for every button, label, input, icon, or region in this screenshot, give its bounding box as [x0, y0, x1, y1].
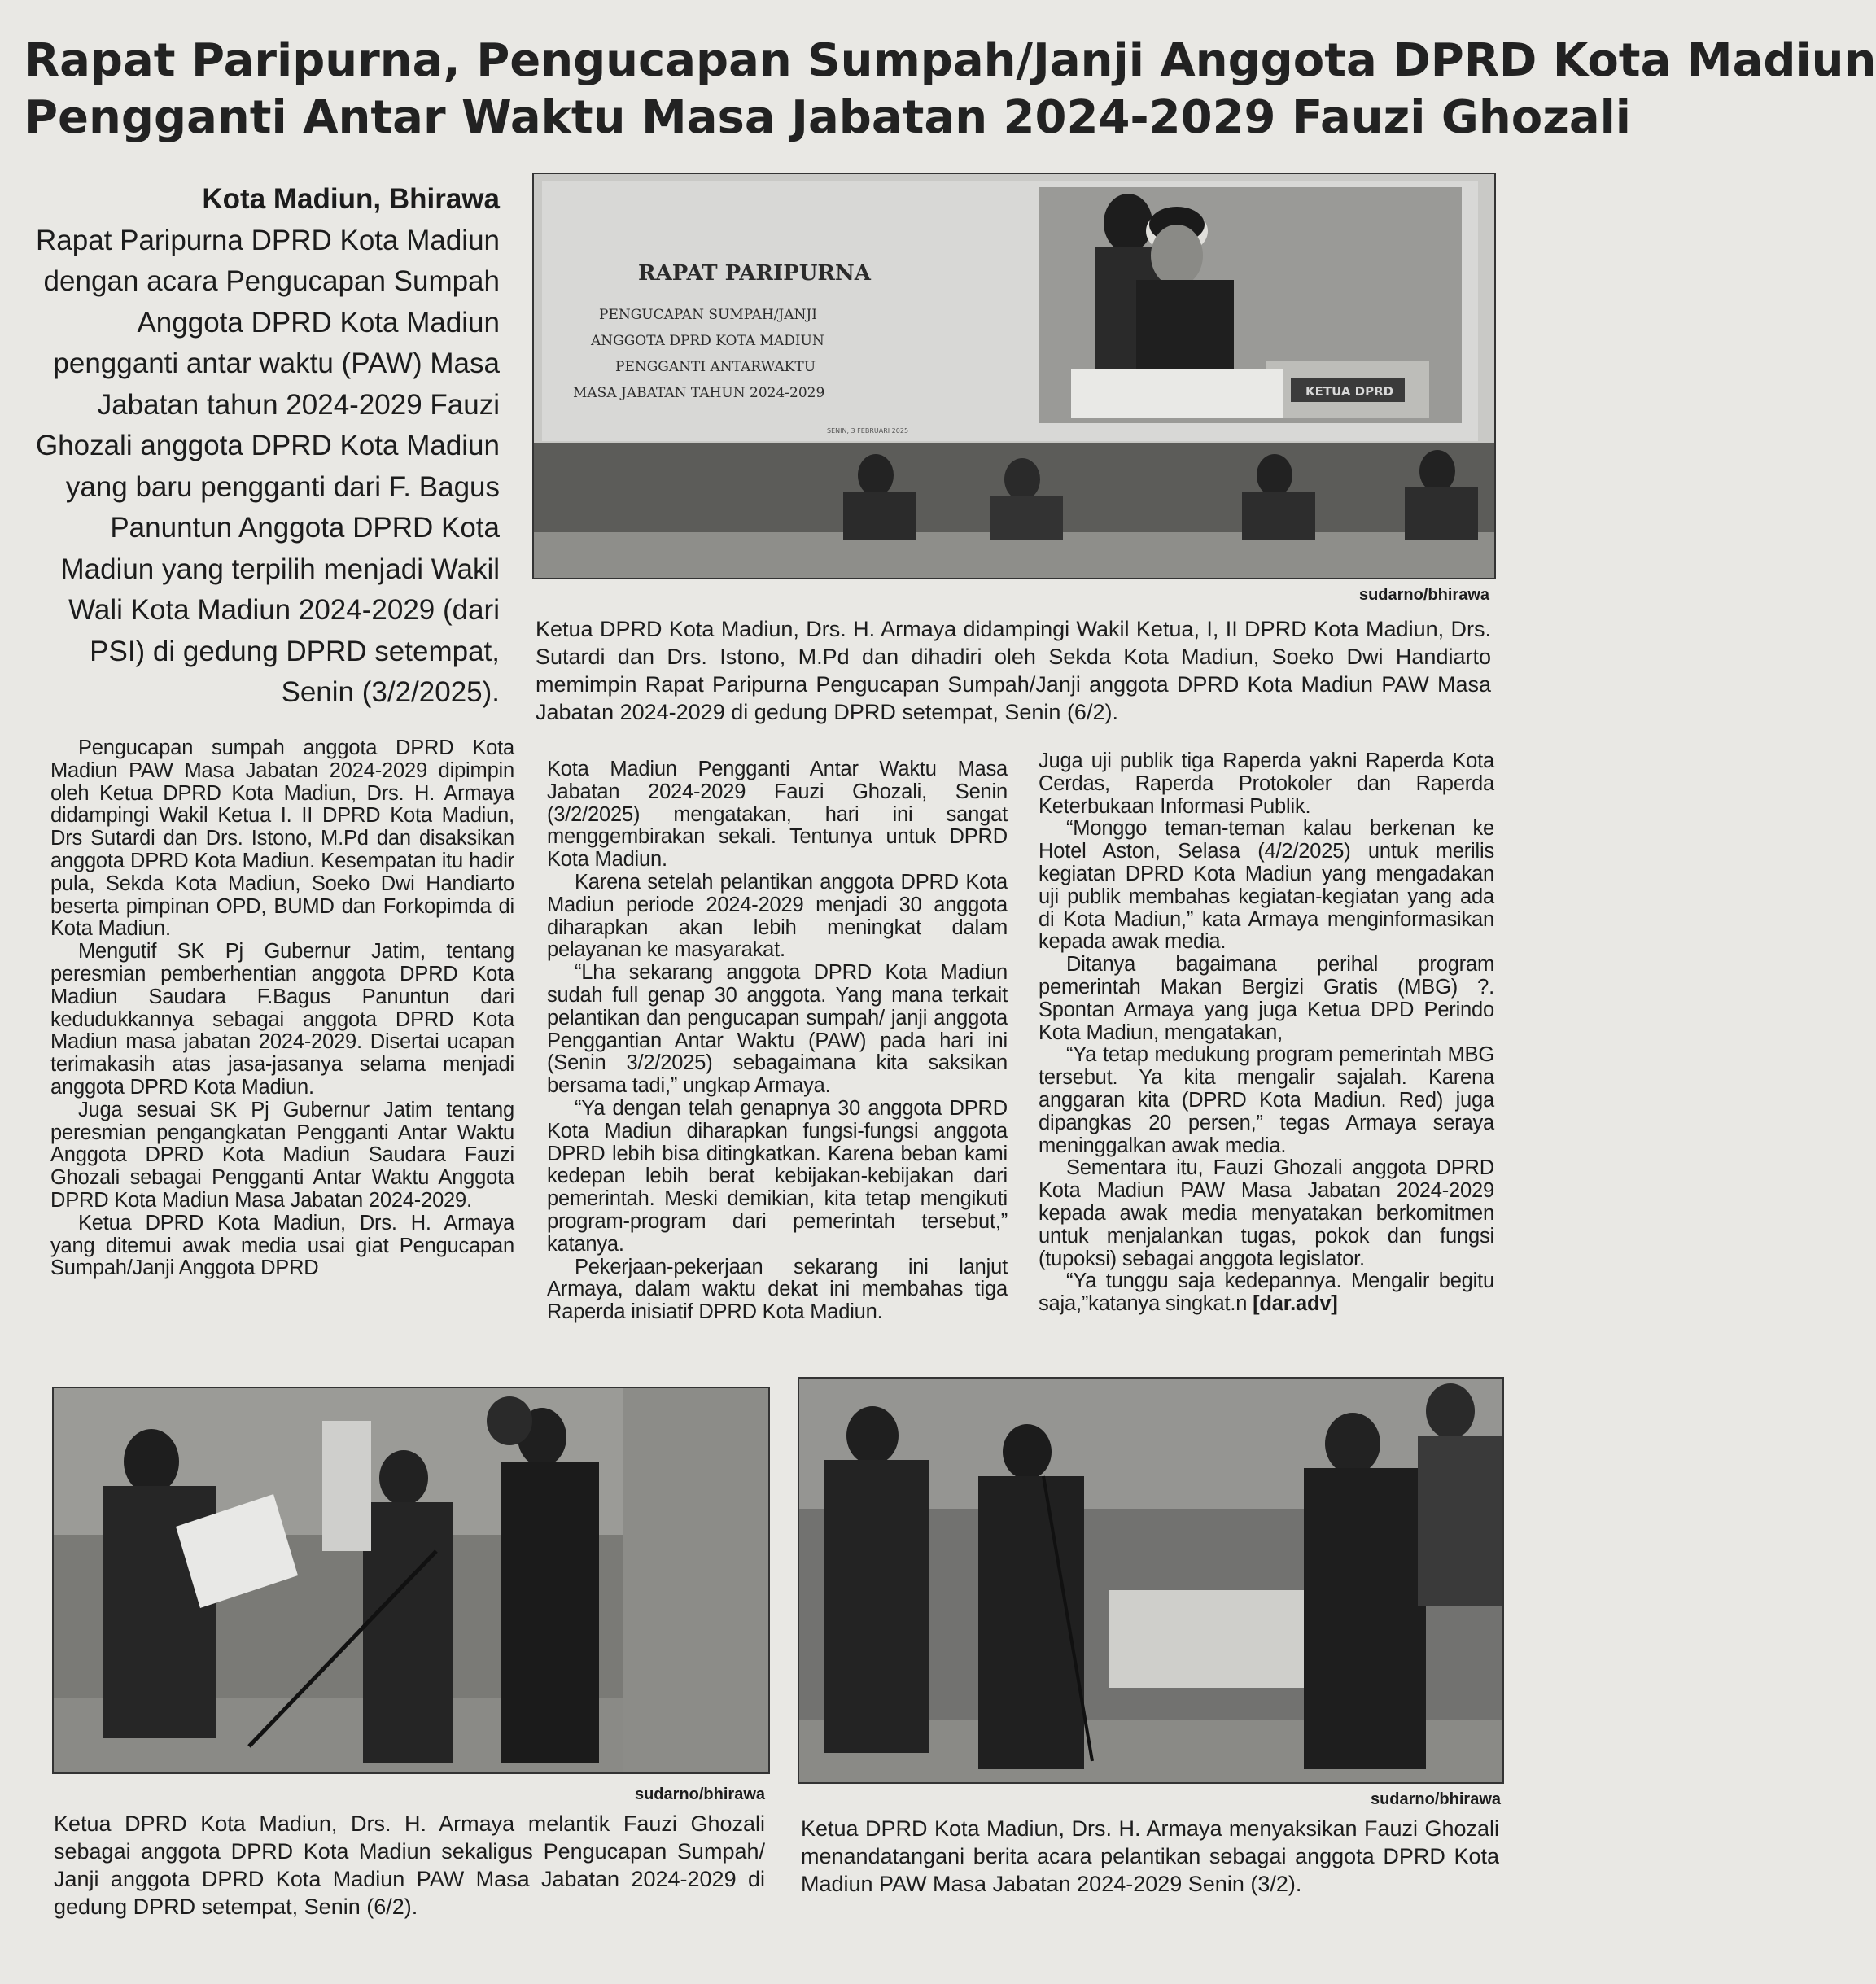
col3-paragraph-2: “Monggo teman-teman kalau berkenan ke Hotel Aston, Selasa (4/2/2025) untuk merilis kegiatan DPRD Kota Madiun yang mengadakan uji publik membahas kegiatan-kegiatan yang ada di Kota Madiun,” kata Armaya menginformasikan kepada awak media. — [1039, 817, 1494, 954]
col3-closing-quote: “Ya tunggu saja kedepannya. Mengalir begitu saja,”katanya singkat.n — [1039, 1269, 1494, 1316]
screen-line-1: PENGUCAPAN SUMPAH/JANJI — [599, 307, 817, 323]
col3-paragraph-1: Juga uji publik tiga Raperda yakni Raperda Kota Cerdas, Raperda Protokoler dan Raperda Keterbukaan Informasi Publik. — [1039, 749, 1494, 818]
screen-title: RAPAT PARIPURNA — [638, 261, 871, 286]
col2-paragraph-1: Kota Madiun Pengganti Antar Waktu Masa Jabatan 2024-2029 Fauzi Ghozali, Senin (3/2/2025) mengatakan, hari ini sangat menggembirakan sekali. Tentunya untuk DPRD Kota Madiun. — [547, 758, 1008, 872]
body-column-3 — [1039, 750, 1494, 1316]
author-sign: [dar.adv] — [1253, 1292, 1338, 1316]
col1-paragraph-1: Pengucapan sumpah anggota DPRD Kota Madiun PAW Masa Jabatan 2024-2029 dipimpin oleh Ketua DPRD Kota Madiun, Drs. H. Armaya didampingi Wakil Ketua I. II DPRD Kota Madiun, Drs Sutardi dan Drs. Istono, M.Pd dan disaksikan anggota DPRD Kota Madiun. Kesempatan itu hadir pula, Sekda Kota Madiun, Soeko Dwi Handiarto beserta pimpinan OPD, BUMD dan Forkopimda di Kota Madiun. — [50, 736, 514, 941]
headline — [24, 33, 1876, 146]
photo-signing-ceremony — [798, 1377, 1504, 1784]
col3-paragraph-4: “Ya tetap medukung program pemerintah MBG tersebut. Ya kita mengalir sajalah. Karena anggaran kita (DPRD Kota Madiun. Red) juga dipangkas 20 persen,” tegas Armaya seraya meninggalkan awak media. — [1039, 1043, 1494, 1157]
photo-right-caption: Ketua DPRD Kota Madiun, Drs. H. Armaya menyaksikan Fauzi Ghozali menandatangani berita acara pelantikan sebagai anggota DPRD Kota Madiun PAW Masa Jabatan 2024-2029 Senin (3/2). — [801, 1816, 1499, 1896]
col1-paragraph-2: Mengutif SK Pj Gubernur Jatim, tentang peresmian pemberhentian anggota DPRD Kota Madiun Saudara F.Bagus Panuntun dari kedudukkannya sebagai anggota DPRD Kota Madiun masa jabatan 2024-2029. Disertai ucapan terimakasih atas jasa-jasanya selama menjadi anggota DPRD Kota Madiun. — [50, 940, 514, 1099]
body-column-1 — [50, 737, 514, 1280]
photo-left-caption: Ketua DPRD Kota Madiun, Drs. H. Armaya melantik Fauzi Ghozali sebagai anggota DPRD Kota Madiun sekaligus Pengucapan Sumpah/ Janji anggota DPRD Kota Madiun PAW Masa Jabatan 2024-2029 di gedung DPRD setempat, Senin (6/2). — [54, 1811, 765, 1919]
col2-paragraph-3: “Lha sekarang anggota DPRD Kota Madiun sudah full genap 30 anggota. Yang mana terkait pelantikan dan pengucapan sumpah/ janji anggota Penggantian Antar Waktu (PAW) pada hari ini (Senin 3/2/2025) sebagaimana kita saksikan bersama tadi,” ungkap Armaya. — [547, 961, 1008, 1098]
photo-oath-taking-image — [54, 1388, 768, 1772]
col2-paragraph-4: “Ya dengan telah genapnya 30 anggota DPRD Kota Madiun diharapkan fungsi-fungsi anggota DPRD lebih bisa ditingkatkan. Karena beban kami kedepan lebih berat kebijakan-kebijakan dari pemerintah. Meski demikian, kita tetap mengikuti program-program dari pemerintah tersebut,” katanya. — [547, 1096, 1008, 1256]
photo-right-credit: sudarno/bhirawa — [1370, 1790, 1501, 1808]
nameplate: KETUA DPRD — [1305, 384, 1394, 399]
photo-oath-taking — [52, 1387, 770, 1774]
col2-paragraph-2: Karena setelah pelantikan anggota DPRD Kota Madiun periode 2024-2029 menjadi 30 anggota diharapkan akan lebih meningkat dalam pelayanan ke masyarakat. — [547, 870, 1008, 962]
photo-top-caption: Ketua DPRD Kota Madiun, Drs. H. Armaya didampingi Wakil Ketua, I, II DPRD Kota Madiun, Drs. Sutardi dan Drs. Istono, M.Pd dan dihadiri oleh Sekda Kota Madiun, Soeko Dwi Handiarto memimpin Rapat Paripurna Pengucapan Sumpah/Janji anggota DPRD Kota Madiun PAW Masa Jabatan 2024-2029 di gedung DPRD setempat, Senin (6/2). — [536, 617, 1491, 724]
dateline: Kota Madiun, Bhirawa — [202, 183, 500, 215]
col1-paragraph-4: Ketua DPRD Kota Madiun, Drs. H. Armaya yang ditemui awak media usai giat Pengucapan Sumpah/Janji Anggota DPRD — [50, 1211, 514, 1280]
col2-paragraph-5: Pekerjaan-pekerjaan sekarang ini lanjut Armaya, dalam waktu dekat ini membahas tiga Raperda inisiatif DPRD Kota Madiun. — [547, 1255, 1008, 1324]
col3-paragraph-6 — [1039, 1270, 1494, 1316]
screen-date: SENIN, 3 FEBRUARI 2025 — [827, 427, 909, 435]
headline-line-2: Pengganti Antar Waktu Masa Jabatan 2024-2029 Fauzi Ghozali — [24, 91, 1631, 144]
col3-paragraph-5: Sementara itu, Fauzi Ghozali anggota DPRD Kota Madiun PAW Masa Jabatan 2024-2029 kepada awak media menyatakan berkomitmen untuk menjalankan tugas, pokok dan fungsi (tupoksi) sebagai anggota legislator. — [1039, 1156, 1494, 1270]
photo-top-credit: sudarno/bhirawa — [1358, 586, 1489, 604]
body-column-2 — [547, 758, 1008, 1324]
lead-text: Rapat Paripurna DPRD Kota Madiun dengan acara Pengucapan Sumpah Anggota DPRD Kota Madiun pengganti antar waktu (PAW) Masa Jabatan tahun 2024-2029 Fauzi Ghozali anggota DPRD Kota Madiun yang baru pengganti dari F. Bagus Panuntun Anggota DPRD Kota Madiun yang terpilih menjadi Wakil Wali Kota Madiun 2024-2029 (dari PSI) di gedung DPRD setempat, Senin (3/2/2025). — [35, 224, 500, 708]
headline-line-1: Rapat Paripurna, Pengucapan Sumpah/Janji Anggota DPRD Kota Madiun — [24, 34, 1876, 87]
photo-signing-ceremony-image — [799, 1379, 1502, 1782]
lead-paragraph — [33, 179, 500, 714]
col3-paragraph-3: Ditanya bagaimana perihal program pemerintah Makan Bergizi Gratis (MBG) ?. Spontan Armaya yang juga Ketua DPD Perindo Kota Madiun, mengatakan, — [1039, 953, 1494, 1044]
col1-paragraph-3: Juga sesuai SK Pj Gubernur Jatim tentang peresmian pengangkatan Pengganti Antar Waktu Anggota DPRD Kota Madiun Saudara Fauzi Ghozali sebagai Pengganti Antar Waktu Anggota DPRD Kota Madiun Masa Jabatan 2024-2029. — [50, 1098, 514, 1212]
photo-plenary-session-image — [534, 174, 1494, 578]
screen-line-4: MASA JABATAN TAHUN 2024-2029 — [573, 385, 825, 401]
screen-line-3: PENGGANTI ANTARWAKTU — [615, 359, 816, 375]
photo-plenary-session — [532, 173, 1496, 579]
photo-left-credit: sudarno/bhirawa — [634, 1785, 765, 1803]
screen-line-2: ANGGOTA DPRD KOTA MADIUN — [591, 333, 824, 349]
